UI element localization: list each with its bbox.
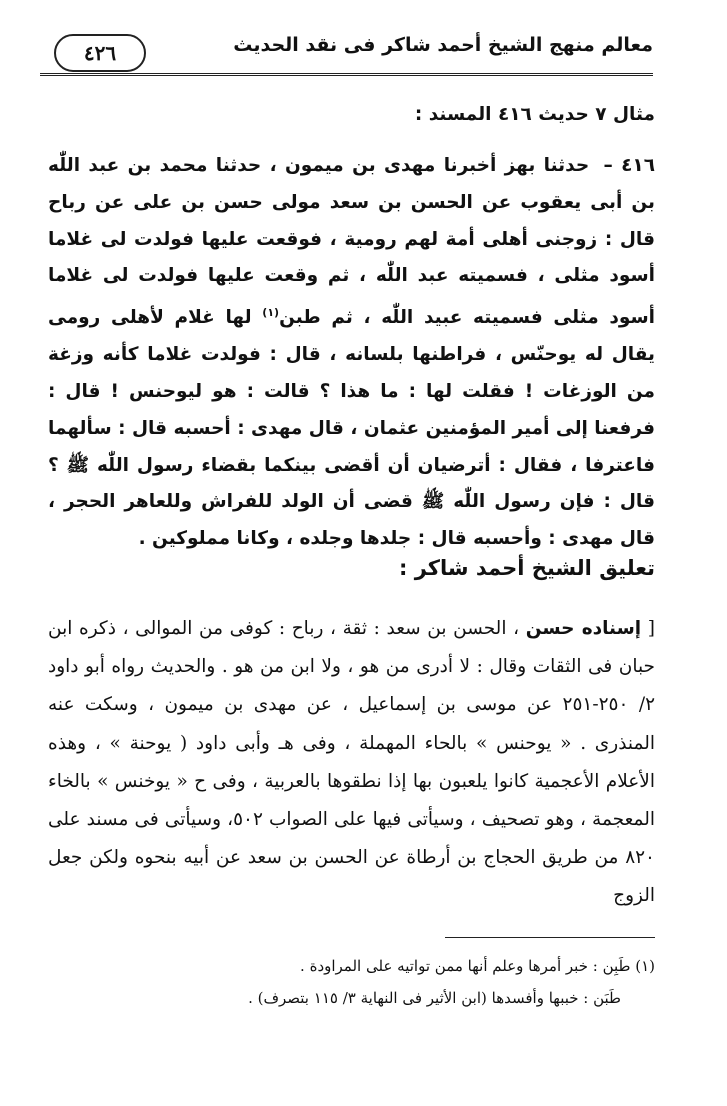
hadith-number: ٤١٦ – [603,155,655,176]
comment-body: ، الحسن بن سعد : ثقة ، رباح : كوفى من الموالى ، ذكره ابن حبان فى الثقات وقال : لا أدرى من هو ، ولا ابن من هو . والحديث رواه أبو داود ٢/ ٢٥٠-٢٥١ عن موسى بن إسماعيل ، عن مهدى بن ميمون ، وسكت عنه المنذرى . « يوحنس » بالحاء المهملة ، وفى هـ وأبى داود ( يوحنة » ، وهذه الأعلام الأعجمية كانوا يلعبون بها إذا نطقوها بالعربية ، وفى ح « يوخنس » بالخاء المعجمة ، وهو تصحيف ، وسيأتى فيها على الصواب ٥٠٢، وسيأتى فى مسند على ٨٢٠ من طريق الحجاج بن أرطاة عن الحسن بن سعد عن أبيه بنحوه ولكن جعل الزوج [48,618,655,907]
example-title: مثال ٧ حديث ٤١٦ المسند : [414,104,655,125]
hadith-text [48,148,655,558]
page-header [40,28,653,80]
running-title: معالم منهج الشيخ أحمد شاكر فى نقد الحديث [233,34,653,56]
footnote-1: (١) طَبِن : خبر أمرها وعلم أنها ممن تواتيه على المراودة . [300,957,655,975]
comment-heading: تعليق الشيخ أحمد شاكر : [399,556,655,580]
page-number: ٤٢٦ [54,34,146,72]
header-rule [40,73,653,76]
comment-text [48,610,655,916]
footnote-1-continued: طَبَن : خببها وأفسدها (ابن الأثير فى النهاية ٣/ ١١٥ بتصرف) . [248,989,621,1007]
hadith-block [48,98,655,558]
hadith-text-part-b: لها غلام لأهلى رومى يقال له يوحنّس ، فراطنها بلسانه ، قال : فولدت غلاما كأنه وزغة من الوزغات ! فقلت لها : ما هذا ؟ قالت : هو ليوحنس ! قال : فرفعنا إلى أمير المؤمنين عثمان ، قال مهدى : أحسبه قال : سألهما فاعترفا ، فقال : أترضيان أن أقضى بينكما بقضاء رسول اللّٰه ﷺ ؟ قال : فإن رسول اللّٰه ﷺ قضى أن الولد للفراش وللعاهر الحجر ، قال مهدى : وأحسبه قال : جلدها وجلده ، وكانا مملوكين . [48,307,655,550]
footnote-separator [445,937,655,938]
footnote-ref[interactable]: (١) [262,306,280,320]
isnad-verdict: إسناده حسن [525,618,642,639]
open-bracket: [ [647,618,656,639]
footnotes [48,950,655,1014]
hadith-text-part-a: حدثنا بهز أخبرنا مهدى بن ميمون ، حدثنا محمد بن عبد اللّٰه بن أبى يعقوب عن الحسن بن سعد مولى حسن بن على عن رباح قال : زوجنى أهلى أمة لهم رومية ، فوقعت عليها فولدت لى غلاما أسود مثلى ، فسميته عبد اللّٰه ، ثم وقعت عليها فولدت لى غلاما أسود مثلى فسميته عبيد اللّٰه ، ثم طبن [48,155,655,329]
